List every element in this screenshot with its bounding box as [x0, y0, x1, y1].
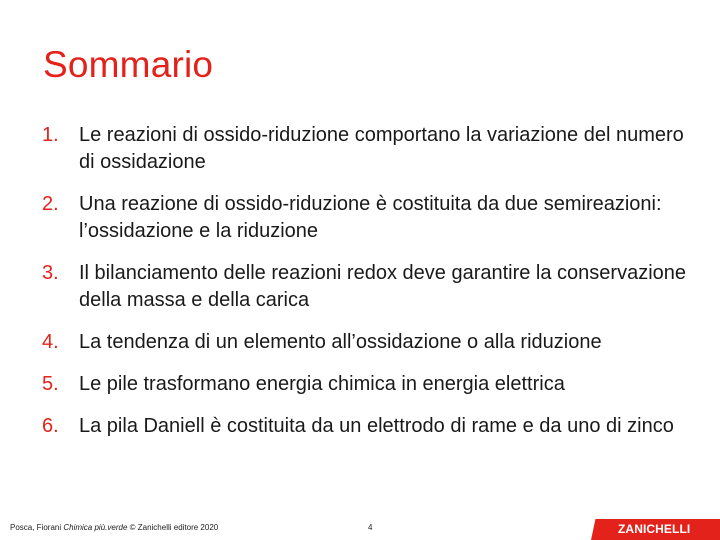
summary-list [42, 122, 692, 455]
list-item [42, 371, 692, 398]
item-number: 5. [42, 373, 59, 395]
credit-authors: Posca, Fiorani [10, 523, 64, 532]
item-number: 3. [42, 262, 59, 284]
list-item [42, 122, 692, 176]
item-text: La tendenza di un elemento all’ossidazione o alla riduzione [79, 331, 602, 353]
list-item [42, 191, 692, 245]
item-text: Le pile trasformano energia chimica in energia elettrica [79, 373, 565, 395]
footer-credit [10, 523, 218, 532]
item-number: 6. [42, 415, 59, 437]
item-number: 4. [42, 331, 59, 353]
publisher-logo: ZANICHELLI [618, 522, 691, 536]
list-item [42, 413, 692, 440]
page-number: 4 [368, 523, 373, 532]
slide-footer [0, 519, 720, 540]
item-text: Le reazioni di ossido-riduzione comportano la variazione del numero di ossidazione [79, 124, 684, 173]
item-text: Il bilanciamento delle reazioni redox deve garantire la conservazione della massa e della carica [79, 262, 687, 311]
item-number: 1. [42, 124, 59, 146]
credit-book-title: Chimica più.verde [63, 523, 128, 532]
credit-publisher: © Zanichelli editore 2020 [127, 523, 219, 532]
item-text: Una reazione di ossido-riduzione è costituita da due semireazioni: l’ossidazione e la riduzione [79, 193, 662, 242]
list-item [42, 329, 692, 356]
item-number: 2. [42, 193, 59, 215]
slide-title: Sommario [43, 44, 214, 85]
list-item [42, 260, 692, 314]
item-text: La pila Daniell è costituita da un elettrodo di rame e da uno di zinco [79, 415, 674, 437]
